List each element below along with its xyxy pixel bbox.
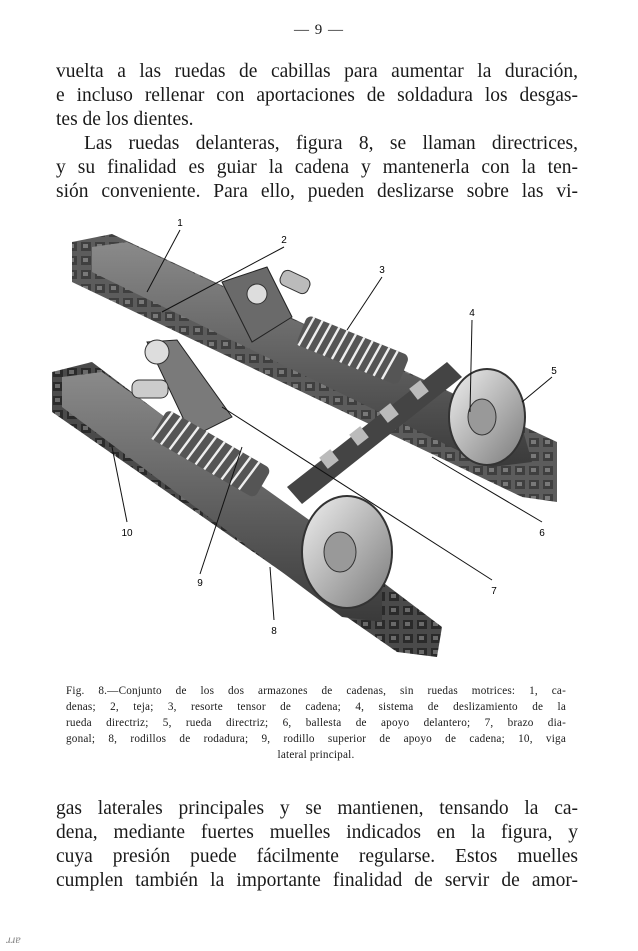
callout-label: 10 (121, 528, 133, 539)
figure-caption-line: lateral principal. (277, 749, 355, 761)
figure-track-frames (52, 212, 592, 672)
figure-caption-line: rueda directriz; 5, rueda directriz; 6, ballesta de apoyo delantero; 7, brazo dia- (66, 717, 566, 729)
body-text-line: cuya presión puede fácilmente regularse. Estos muelles (56, 846, 578, 867)
margin-mark: ɹɹɐ (6, 932, 21, 946)
body-text-line: sión conveniente. Para ello, pueden deslizarse sobre las vi- (56, 181, 578, 202)
callout-label: 1 (177, 218, 183, 229)
page-number: — 9 — (294, 22, 344, 38)
body-text-line: vuelta a las ruedas de cabillas para aumentar la duración, (56, 61, 578, 82)
body-text-line: y su finalidad es guiar la cadena y mantenerla con la ten- (56, 157, 578, 178)
callout-label: 6 (539, 528, 545, 539)
callout-label: 5 (551, 366, 557, 377)
body-text-line: tes de los dientes. (56, 109, 194, 130)
back-shock (278, 268, 312, 295)
figure-caption-line: denas; 2, teja; 3, resorte tensor de cadena; 4, sistema de deslizamiento de la (66, 701, 566, 713)
callout-label: 2 (281, 235, 287, 246)
body-text-line: e incluso rellenar con aportaciones de soldadura los desgas- (56, 85, 578, 106)
front-shock (132, 380, 168, 398)
body-text-line: dena, mediante fuertes muelles indicados en la figura, y (56, 822, 578, 843)
figure-caption-line: gonal; 8, rodillos de rodadura; 9, rodillo superior de apoyo de cadena; 10, viga (66, 733, 566, 745)
callout-label: 3 (379, 265, 385, 276)
body-text-line: cumplen también la importante finalidad de servir de amor- (56, 870, 578, 891)
body-text-line: Las ruedas delanteras, figura 8, se llaman directrices, (84, 133, 578, 154)
callout-label: 8 (271, 626, 277, 637)
track-frames-illustration (52, 212, 592, 672)
callout-label: 9 (197, 578, 203, 589)
callout-label: 7 (491, 586, 497, 597)
callout-label: 4 (469, 308, 475, 319)
figure-caption-line: Fig. 8.—Conjunto de los dos armazones de cadenas, sin ruedas motrices: 1, ca- (66, 685, 566, 697)
body-text-line: gas laterales principales y se mantienen, tensando la ca- (56, 798, 578, 819)
